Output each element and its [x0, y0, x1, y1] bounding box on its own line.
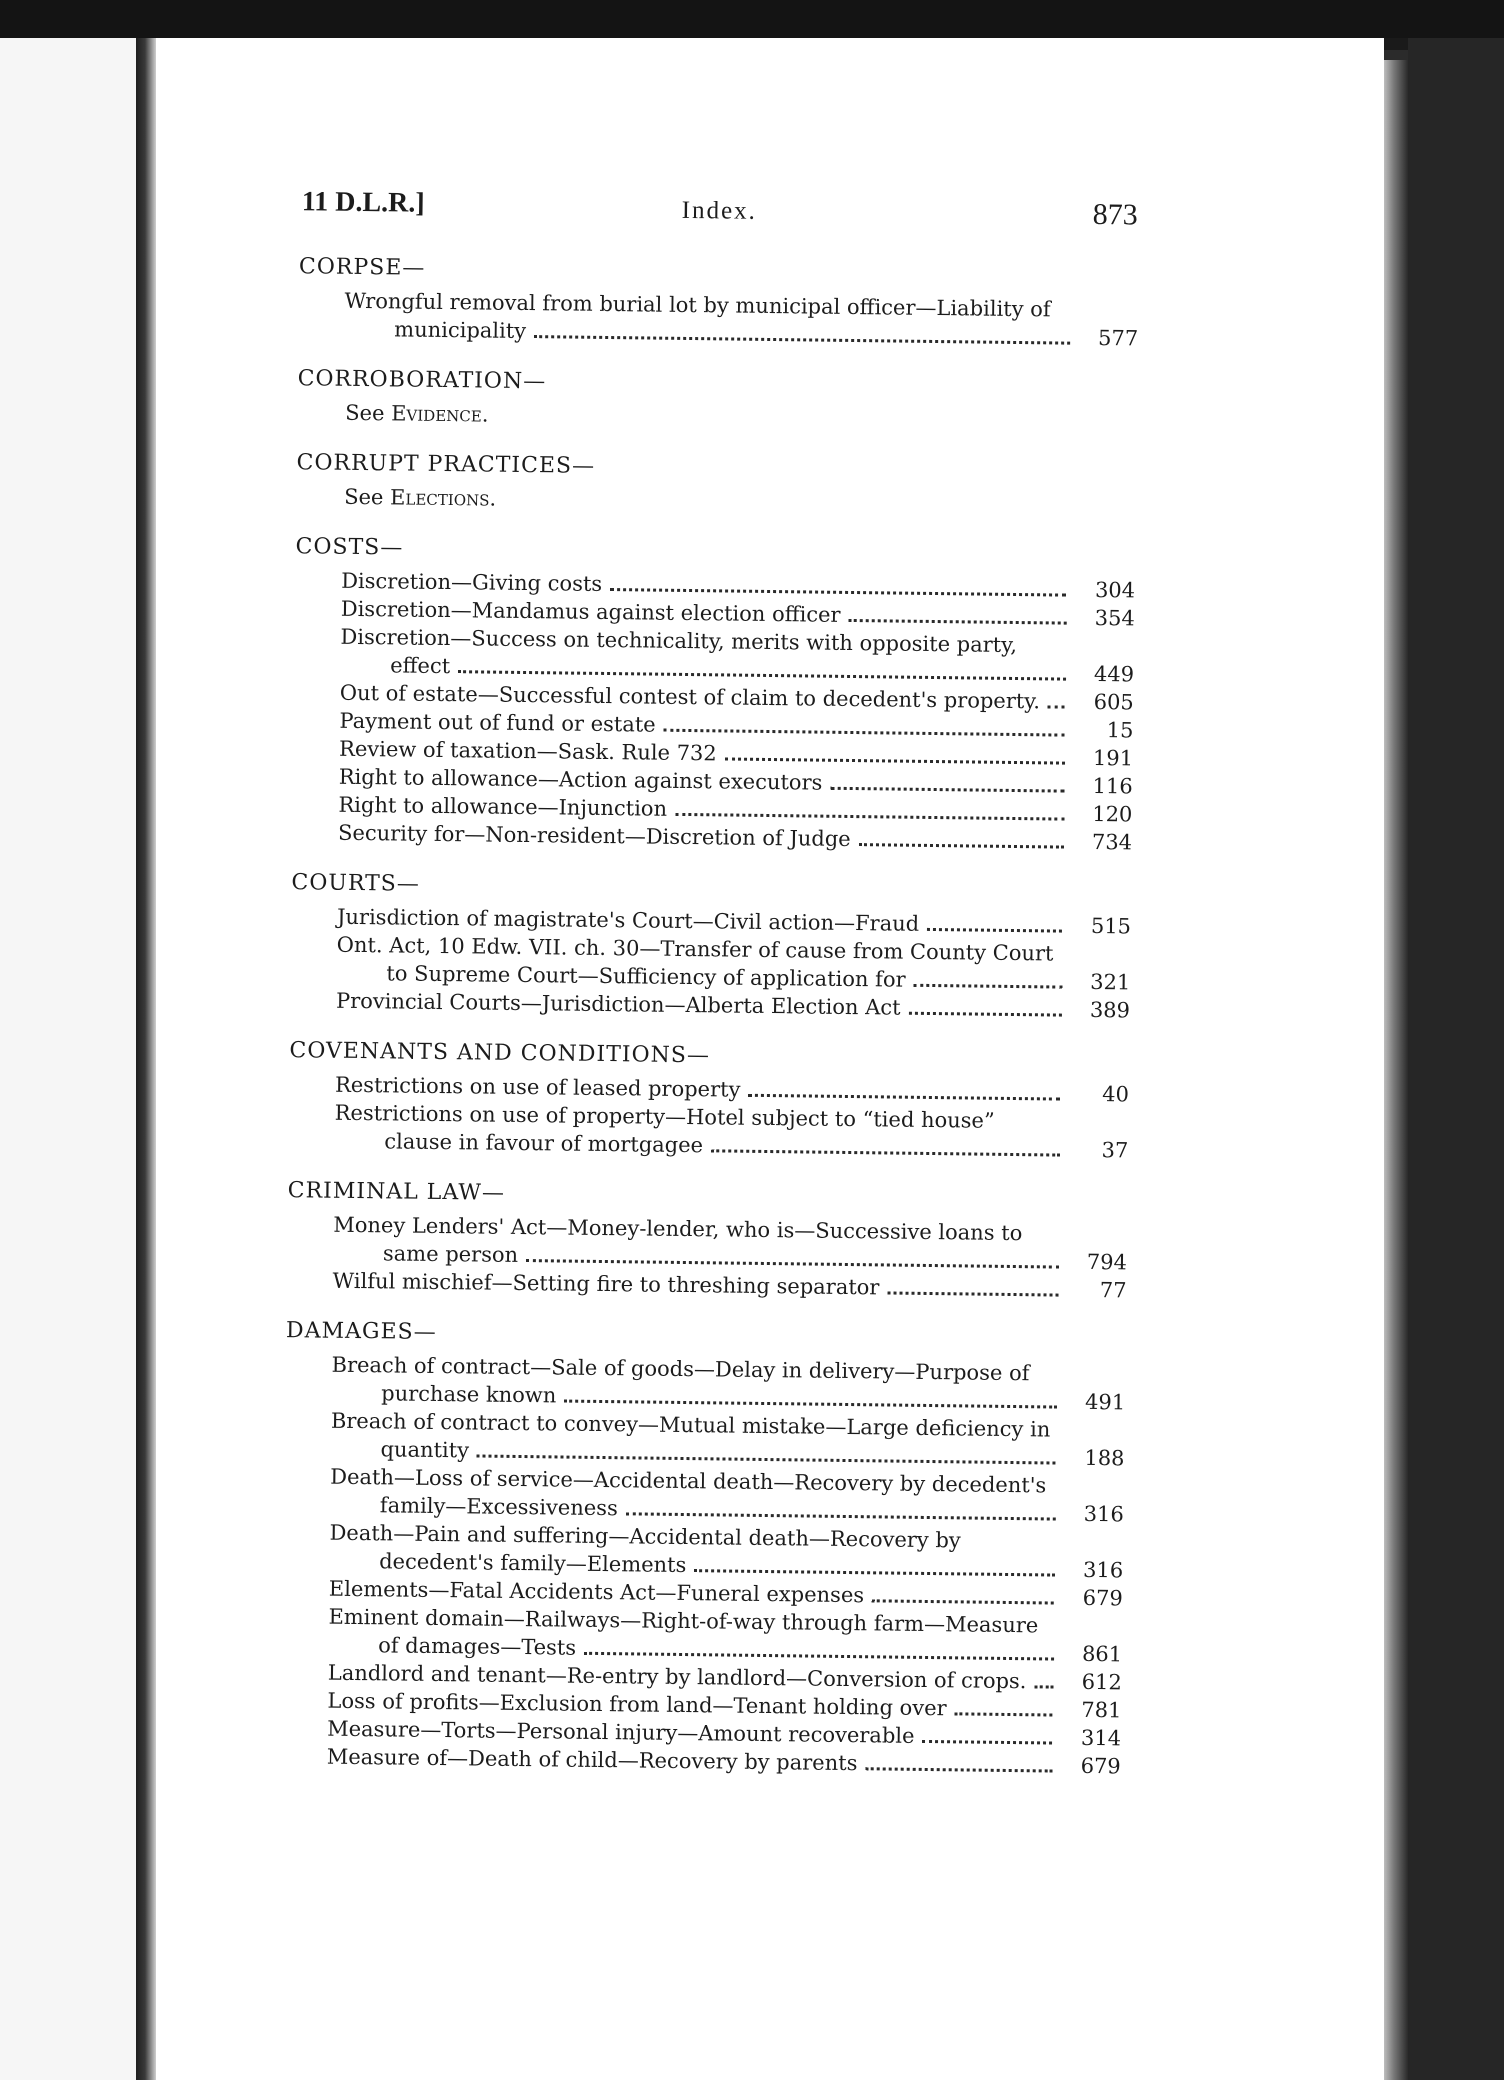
entry-text — [336, 931, 1069, 996]
entry-label: Discretion—Success on technicality, merits with opposite party, effect — [340, 624, 1018, 679]
entry-page-number: 15 — [1106, 718, 1134, 743]
index-entry — [331, 1351, 1126, 1417]
entry-page-number: 321 — [1090, 969, 1131, 995]
index-section — [270, 1036, 1129, 1164]
entry-page-number: 794 — [1086, 1249, 1128, 1275]
see-reference — [345, 399, 1137, 437]
section-heading: COSTS— — [295, 534, 404, 561]
dot-leader — [1048, 701, 1065, 708]
index-entry — [328, 1603, 1123, 1669]
dot-leader — [694, 1565, 1055, 1576]
index-entry — [334, 1099, 1129, 1165]
dot-leader — [458, 666, 1066, 680]
book-spine — [136, 38, 156, 2080]
dot-leader — [848, 615, 1066, 625]
see-reference — [344, 483, 1136, 521]
entry-label: Eminent domain—Railways—Right-of-way through farm—Measure of damages—Tests — [328, 1604, 1039, 1660]
entry-label: Restrictions on use of leased property — [334, 1072, 741, 1102]
dot-leader — [872, 1595, 1054, 1604]
entry-page-number: 389 — [1089, 997, 1131, 1023]
dot-leader — [830, 783, 1064, 793]
index-sections — [263, 252, 1139, 1780]
dot-leader — [955, 1708, 1053, 1716]
dot-leader — [1034, 1681, 1053, 1688]
dot-leader — [526, 1255, 1059, 1269]
entry-text — [330, 1463, 1063, 1528]
dot-leader — [887, 1287, 1058, 1296]
index-section — [279, 364, 1138, 436]
dot-leader — [534, 331, 1070, 345]
index-entry — [340, 623, 1135, 689]
entry-label: Breach of contract—Sale of goods—Delay in delivery—Purpose of purchase known — [331, 1352, 1030, 1408]
entry-page-number: 116 — [1092, 773, 1133, 799]
entry-label: Ont. Act, 10 Edw. VII. ch. 30—Transfer of cause from County Court to Supreme Court—Sufficiency of application for — [336, 932, 1054, 992]
entry-label: Landlord and tenant—Re-entry by landlord—Conversion of crops. — [327, 1660, 1027, 1694]
facing-page — [0, 38, 136, 2080]
dot-leader — [908, 1008, 1061, 1017]
entry-page-number: 679 — [1080, 1753, 1121, 1779]
index-section — [280, 252, 1139, 352]
see-target: Elections. — [389, 485, 497, 511]
entry-page-number: 188 — [1084, 1445, 1125, 1471]
entry-page-number: 40 — [1102, 1082, 1130, 1107]
entry-text — [331, 1351, 1064, 1416]
page-number: 873 — [1092, 197, 1138, 232]
section-heading: CORROBORATION— — [297, 366, 547, 395]
entry-label: Wilful mischief—Setting fire to threshing separator — [332, 1268, 880, 1300]
dot-leader — [922, 1736, 1052, 1745]
entry-label: Out of estate—Successful contest of claim to decedent's property. — [339, 680, 1041, 714]
entry-page-number: 316 — [1083, 1501, 1124, 1527]
entry-label: Elements—Fatal Accidents Act—Funeral expenses — [328, 1576, 865, 1608]
entry-label: Review of taxation—Sask. Rule 732 — [338, 736, 717, 766]
entry-label: Measure of—Death of child—Recovery by parents — [326, 1744, 858, 1776]
entry-page-number: 191 — [1092, 745, 1134, 771]
dot-leader — [711, 1145, 1060, 1156]
index-section — [268, 1176, 1127, 1304]
dot-leader — [725, 753, 1065, 764]
entry-page-number: 605 — [1093, 689, 1134, 715]
index-entry — [330, 1407, 1125, 1473]
entry-label: Measure—Torts—Personal injury—Amount recoverable — [327, 1716, 915, 1748]
index-entry — [329, 1519, 1124, 1585]
index-entry — [333, 1211, 1128, 1277]
entry-label: Jurisdiction of magistrate's Court—Civil action—Fraud — [336, 904, 920, 936]
entry-label: Right to allowance—Injunction — [338, 792, 668, 821]
index-entry — [344, 287, 1139, 353]
section-heading: COURTS— — [291, 870, 420, 897]
dot-leader — [610, 584, 1066, 597]
dot-leader — [748, 1090, 1060, 1101]
scan-top-edge — [0, 0, 1504, 38]
see-prefix: See — [345, 400, 385, 426]
entry-label: Right to allowance—Action against executors — [338, 764, 823, 795]
index-section — [263, 1316, 1126, 1780]
entry-text — [329, 1519, 1062, 1584]
section-heading: CRIMINAL LAW— — [287, 1178, 506, 1206]
dot-leader — [914, 980, 1063, 989]
dot-leader — [584, 1648, 1054, 1661]
entry-label: Security for—Non-resident—Discretion of Judge — [337, 820, 851, 851]
section-heading: COVENANTS AND CONDITIONS— — [289, 1038, 711, 1069]
entry-text — [340, 623, 1073, 688]
dot-leader — [859, 839, 1064, 849]
dot-leader — [865, 1763, 1052, 1772]
entry-page-number: 861 — [1081, 1641, 1123, 1667]
entry-label: Payment out of fund or estate — [339, 708, 656, 737]
dot-leader — [477, 1450, 1056, 1464]
entry-text — [328, 1603, 1061, 1668]
entry-page-number: 354 — [1094, 605, 1135, 631]
volume-label: 11 D.L.R.] — [301, 186, 425, 219]
entry-text — [333, 1211, 1066, 1276]
entry-page-number: 449 — [1093, 661, 1135, 687]
entry-page-number: 781 — [1081, 1697, 1122, 1723]
entry-label: Loss of profits—Exclusion from land—Tenant holding over — [327, 1688, 947, 1721]
entry-page-number: 577 — [1097, 325, 1139, 351]
index-section — [278, 448, 1137, 520]
dot-leader — [626, 1508, 1056, 1520]
dot-leader — [664, 725, 1065, 737]
entry-text — [330, 1407, 1063, 1472]
entry-page-number: 491 — [1084, 1389, 1126, 1415]
running-header — [281, 186, 1140, 262]
entry-page-number: 515 — [1090, 913, 1132, 939]
dot-leader — [675, 809, 1064, 821]
entry-label: Death—Loss of service—Accidental death—Recovery by decedent's family—Excessiveness — [330, 1464, 1047, 1521]
entry-page-number: 37 — [1101, 1138, 1129, 1163]
page-title: Index. — [681, 196, 758, 225]
entry-page-number: 314 — [1080, 1725, 1122, 1751]
dot-leader — [927, 924, 1062, 933]
entry-page-number: 77 — [1099, 1278, 1127, 1303]
entry-label: Money Lenders' Act—Money-lender, who is—Successive loans to same person — [333, 1212, 1023, 1267]
entry-text — [344, 287, 1077, 352]
entry-page-number: 120 — [1092, 801, 1133, 827]
section-heading: CORRUPT PRACTICES— — [296, 450, 596, 479]
entry-label: Discretion—Mandamus against election officer — [340, 596, 841, 627]
entry-label: Death—Pain and suffering—Accidental death—Recovery by decedent's family—Elements — [329, 1520, 961, 1578]
entry-page-number: 304 — [1094, 577, 1136, 603]
index-entry — [330, 1463, 1125, 1529]
index-section — [272, 868, 1132, 1024]
entry-page-number: 734 — [1091, 829, 1133, 855]
section-heading: DAMAGES— — [285, 1318, 437, 1345]
index-entry — [336, 931, 1131, 997]
index-section — [274, 532, 1136, 856]
entry-page-number: 316 — [1082, 1557, 1124, 1583]
page-shadow — [1384, 60, 1408, 2080]
dot-leader — [564, 1396, 1057, 1409]
see-prefix: See — [344, 484, 384, 510]
scan-background — [1408, 38, 1504, 2080]
section-heading: CORPSE— — [298, 254, 426, 281]
entry-text — [334, 1099, 1067, 1164]
entry-label: Restrictions on use of property—Hotel subject to “tied house” clause in favour of mortgagee — [334, 1100, 995, 1158]
entry-label: Breach of contract to convey—Mutual mistake—Large deficiency in quantity — [330, 1408, 1051, 1463]
entry-page-number: 612 — [1081, 1669, 1122, 1695]
index-content — [262, 186, 1140, 1802]
entry-page-number: 679 — [1082, 1585, 1123, 1611]
entry-label: Discretion—Giving costs — [341, 568, 603, 596]
entry-label: Provincial Courts—Jurisdiction—Alberta Election Act — [335, 988, 901, 1020]
see-target: Evidence. — [391, 401, 489, 427]
entry-label: Wrongful removal from burial lot by municipal officer—Liability of municipality — [344, 288, 1051, 343]
